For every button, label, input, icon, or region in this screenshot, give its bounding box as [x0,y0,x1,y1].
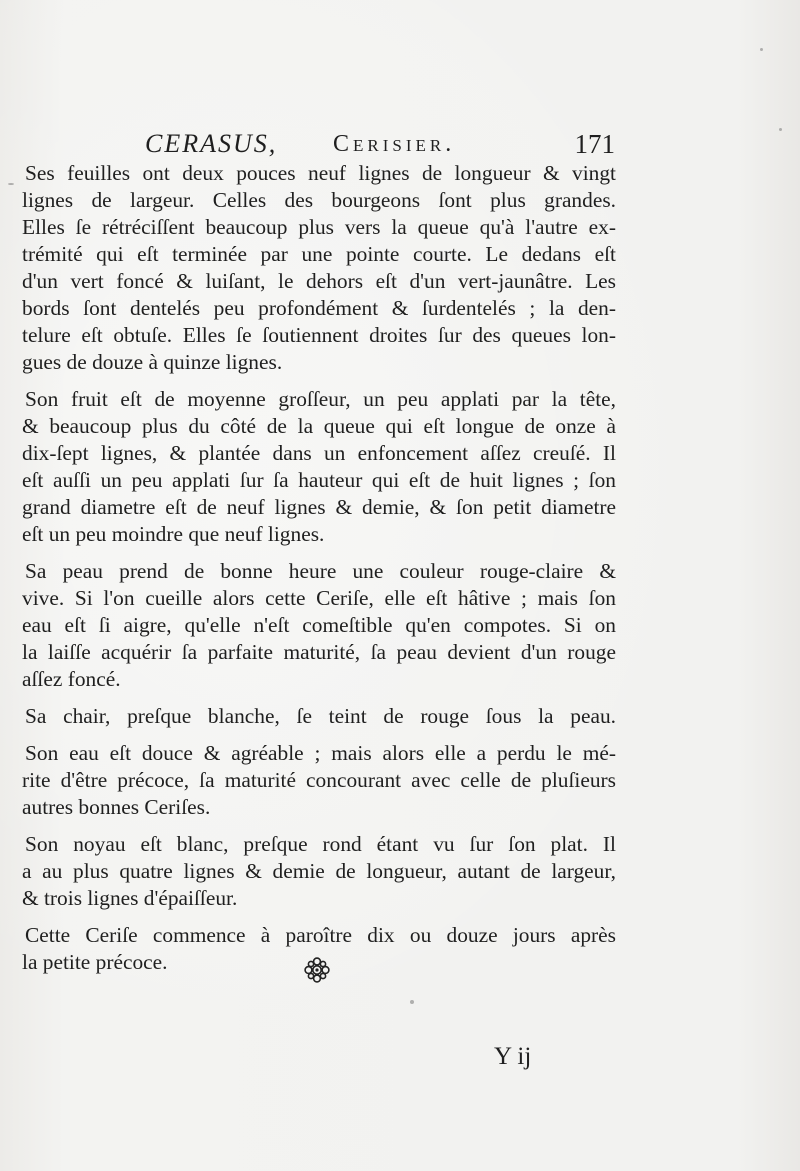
ink-speck [410,1000,414,1004]
text-line: Son fruit eſt de moyenne groſſeur, un peu applati par la tête, [25,387,616,411]
page-header [145,128,615,160]
text-line: Son noyau eſt blanc, preſque rond étant vu ſur ſon plat. Il [25,832,616,856]
text-line: telure eſt obtuſe. Elles ſe ſoutiennent droites ſur des queues lon- [22,323,616,347]
text-line: bords ſont dentelés peu profondément & ſurdentelés ; la den- [22,296,616,320]
text-line: d'un vert foncé & luiſant, le dehors eſt d'un vert-jaunâtre. Les [22,269,616,293]
text-line: Sa peau prend de bonne heure une couleur rouge-claire & [25,559,616,583]
text-line: Ses feuilles ont deux pouces neuf lignes de longueur & vingt [25,161,616,185]
text-line: & trois lignes d'épaiſſeur. [22,886,238,910]
text-line: eſt auſſi un peu applati ſur ſa hauteur qui eſt de huit lignes ; ſon [22,468,616,492]
text-line: Sa chair, preſque blanche, ſe teint de rouge ſous la peau. [25,704,616,728]
text-line: & beaucoup plus du côté de la queue qui eſt longue de onze à [22,414,616,438]
page-number: 171 [574,129,615,159]
text-line: vive. Si l'on cueille alors cette Ceriſe, elle eſt hâtive ; mais ſon [22,586,616,610]
text-line: trémité qui eſt terminée par une pointe courte. Le dedans eſt [22,242,616,266]
text-line: Elles ſe rétréciſſent beaucoup plus vers la queue qu'à l'autre ex- [22,215,616,239]
running-subtitle: Cerisier. [333,131,456,157]
text-line: Son eau eſt douce & agréable ; mais alors elle a perdu le mé- [25,741,616,765]
text-line: grand diametre eſt de neuf lignes & demie, & ſon petit diametre [22,495,616,519]
ink-speck [779,128,782,131]
text-line: a au plus quatre lignes & demie de longueur, autant de largeur, [22,859,616,883]
signature-mark: Y ij [494,1043,532,1070]
paragraph-flesh [22,703,616,730]
text-line: aſſez foncé. [22,667,121,691]
running-title: CERASUS, [145,129,278,158]
text-line: eau eſt ſi aigre, qu'elle n'eſt comeſtible qu'en compotes. Si on [22,613,616,637]
ink-speck [760,48,763,51]
text-line: la petite précoce. [22,950,168,974]
text-line: la laiſſe acquérir ſa parfaite maturité, ſa peau devient d'un rouge [22,640,616,664]
text-line: rite d'être précoce, ſa maturité concourant avec celle de pluſieurs [22,768,616,792]
paragraph-fruit [22,386,616,548]
text-line: lignes de largeur. Celles des bourgeons ſont plus grandes. [22,188,616,212]
paragraph-stone [22,831,616,912]
ink-speck [8,183,14,185]
text-line: Cette Ceriſe commence à paroître dix ou douze jours après [25,923,616,947]
paragraph-skin [22,558,616,693]
fleuron-icon [302,955,332,985]
text-line: eſt un peu moindre que neuf lignes. [22,522,325,546]
body-text [22,160,616,976]
text-line: gues de douze à quinze lignes. [22,350,283,374]
paragraph-juice [22,740,616,821]
paragraph-leaves [22,160,616,376]
text-line: autres bonnes Ceriſes. [22,795,211,819]
text-line: dix-ſept lignes, & plantée dans un enfoncement aſſez creuſé. Il [22,441,616,465]
